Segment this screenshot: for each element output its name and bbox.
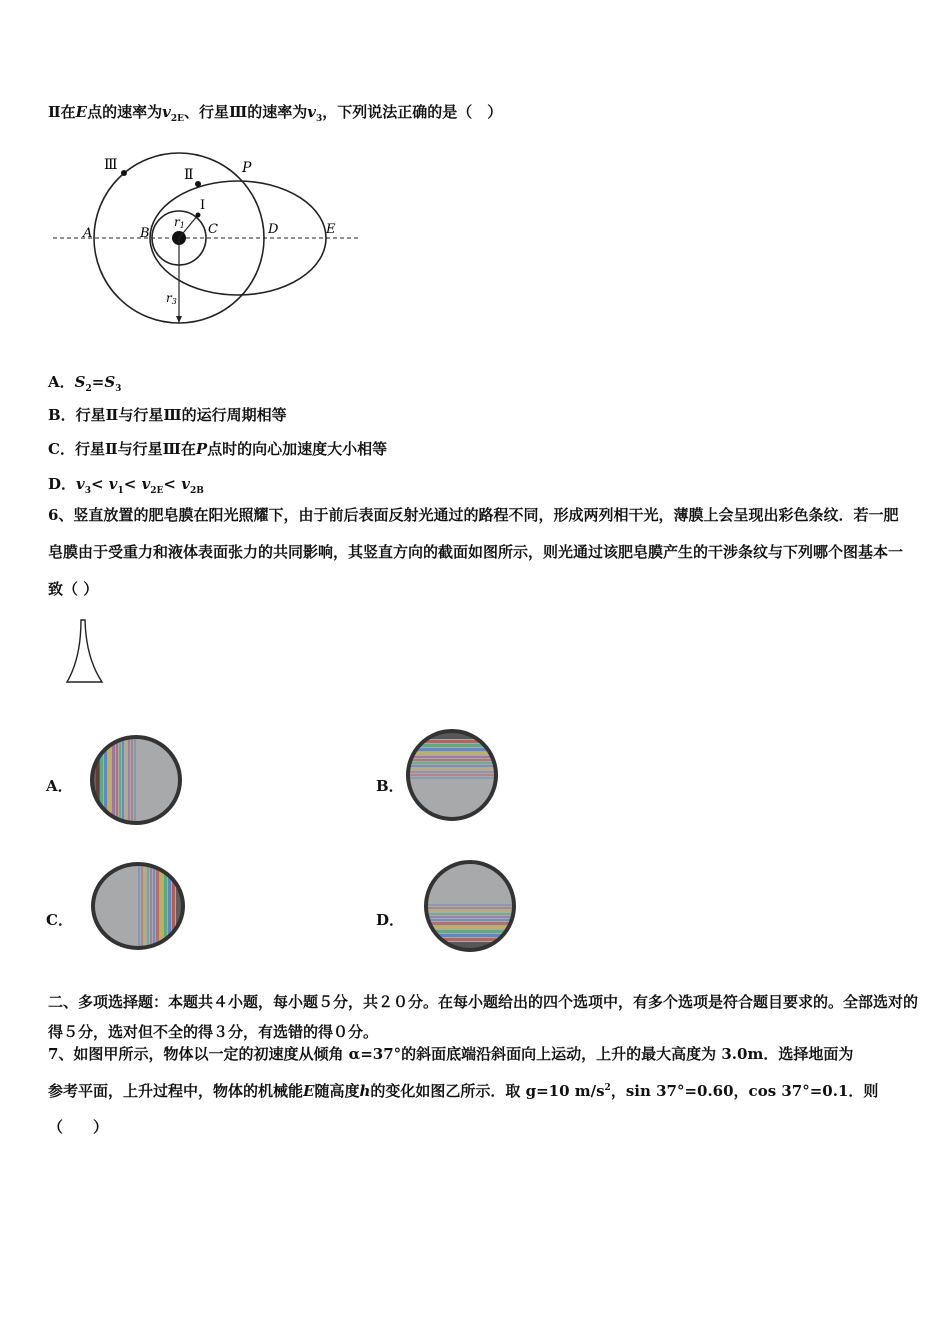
q6-stem: 6、竖直放置的肥皂膜在阳光照耀下，由于前后表面反射光通过的路程不同，形成两列相干光，薄膜上会呈现出彩色条纹．若一肥皂膜由于受重力和液体表面张力的共同影响，其竖直方向的截面如图所示，则光通过该肥皂膜产生的干涉条纹与下列哪个图基本一致（ ） xyxy=(48,506,904,598)
q6-option-c-label: C． xyxy=(46,911,73,929)
q6-option-a-label: A． xyxy=(46,777,73,795)
orbit-diagram xyxy=(48,145,368,335)
fringe-image-a xyxy=(86,733,186,827)
q7-line-1: 7、如图甲所示，物体以一定的初速度从倾角 α=37°的斜面底端沿斜面向上运动，上升的最大高度为 3.0m．选择地面为 xyxy=(48,1045,854,1063)
fringe-image-d xyxy=(420,858,520,954)
label-r3: r3 xyxy=(166,291,177,306)
label-D: D xyxy=(268,222,279,237)
label-I: Ⅰ xyxy=(200,198,206,213)
label-III: Ⅲ xyxy=(104,157,118,173)
fringe-image-b xyxy=(402,727,502,823)
planet-III xyxy=(121,170,127,176)
label-E: E xyxy=(326,222,336,237)
q5-option-c: C．行星Ⅱ与行星Ⅲ在P点时的向心加速度大小相等 xyxy=(48,440,388,458)
q6-option-b-label: B． xyxy=(376,777,404,795)
label-P: P xyxy=(242,160,252,176)
label-r1: r1 xyxy=(174,215,185,230)
planet-I xyxy=(196,213,201,218)
label-II: Ⅱ xyxy=(184,167,194,183)
q7-answer-brackets: （ ） xyxy=(48,1118,109,1136)
r3-arrowhead xyxy=(176,316,182,323)
q7-line-2: 参考平面，上升过程中，物体的机械能E随高度h的变化如图乙所示．取 g=10 $m/s^2$，sin 37°=0.60，cos 37°=0.1．则 xyxy=(48,1082,879,1100)
q5-option-a: A．$S_2=S_3$ xyxy=(48,373,122,394)
label-B: B xyxy=(140,226,150,241)
planet-II xyxy=(195,181,201,187)
soap-film-cross-section xyxy=(64,618,106,688)
label-C: C xyxy=(208,222,218,237)
q5-option-b: B．行星Ⅱ与行星Ⅲ的运行周期相等 xyxy=(48,406,287,424)
q5-option-d: D．$v_3< v_1< v_{2E}< v_{2B}$ xyxy=(48,475,204,496)
q6-option-d-label: D． xyxy=(376,911,405,929)
label-A: A xyxy=(83,226,93,241)
fringe-image-c xyxy=(86,859,190,953)
section-2-heading: 二、多项选择题：本题共４小题，每小题５分，共２０分。在每小题给出的四个选项中，有多个选项是符合题目要求的。全部选对的得５分，选对但不全的得３分，有选错的得０分。 xyxy=(48,993,919,1041)
q5-stem: Ⅱ在E点的速率为$v_{2E}$、行星Ⅲ的速率为$v_3$，下列说法正确的是（ ） xyxy=(48,103,503,124)
